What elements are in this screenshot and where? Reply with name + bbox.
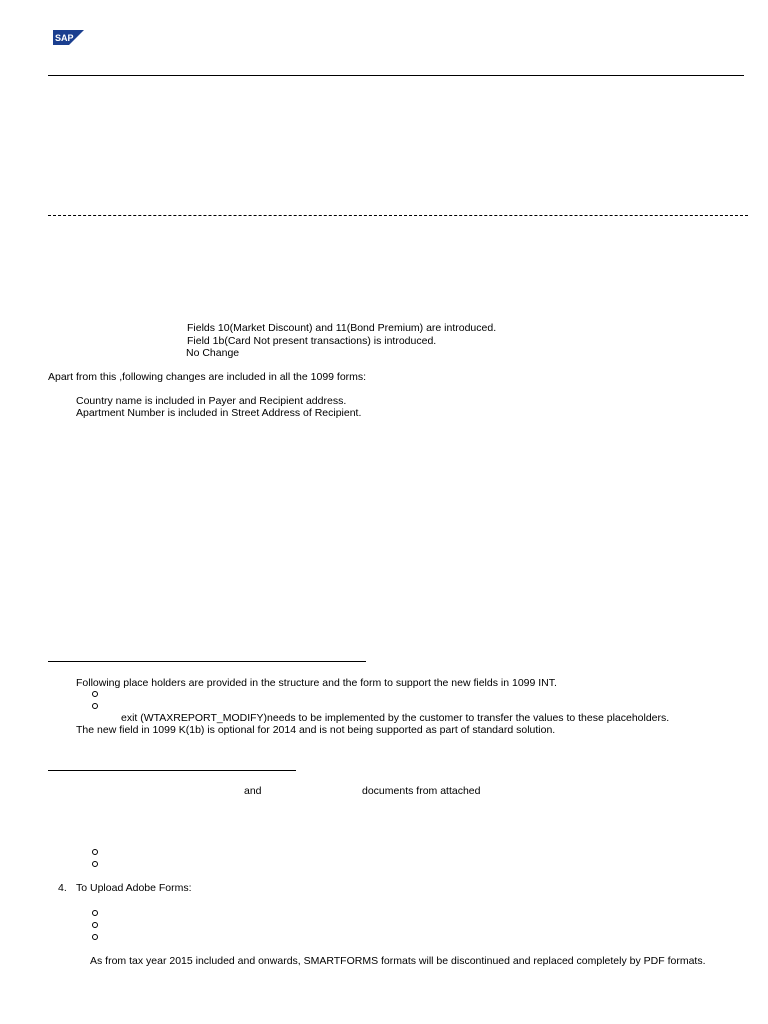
exit-note: exit (WTAXREPORT_MODIFY)needs to be implemented by the customer to transfer the values to these placeholders. [121, 712, 670, 724]
and-text: and [244, 785, 262, 797]
change-line-market-discount: Fields 10(Market Discount) and 11(Bond Premium) are introduced. [187, 322, 497, 334]
change-line-no-change: No Change [186, 347, 240, 359]
change-line-card-not-present: Field 1b(Card Not present transactions) is introduced. [187, 335, 437, 347]
placeholders-intro: Following place holders are provided in the structure and the form to support the new fields in 1099 INT. [76, 677, 557, 689]
step-number: 4. [58, 882, 67, 894]
section-rule-documents [48, 770, 296, 771]
hollow-bullet [92, 703, 98, 709]
header-rule [48, 75, 744, 76]
k-field-note: The new field in 1099 K(1b) is optional for 2014 and is not being supported as part of standard solution. [76, 724, 556, 736]
change-item-apartment: Apartment Number is included in Street Address of Recipient. [76, 407, 362, 419]
changes-intro: Apart from this ,following changes are included in all the 1099 forms: [48, 371, 367, 383]
hollow-bullet [92, 861, 98, 867]
section-rule-placeholders [48, 661, 366, 662]
hollow-bullet [92, 691, 98, 697]
pdf-format-note: As from tax year 2015 included and onwards, SMARTFORMS formats will be discontinued and replaced completely by PDF formats. [90, 955, 706, 967]
hollow-bullet [92, 849, 98, 855]
documents-text: documents from attached [362, 785, 481, 797]
hollow-bullet [92, 922, 98, 928]
svg-text:SAP: SAP [55, 33, 74, 43]
sap-logo [53, 30, 84, 45]
dashed-separator [48, 215, 748, 216]
change-item-country: Country name is included in Payer and Recipient address. [76, 395, 347, 407]
upload-heading: To Upload Adobe Forms: [76, 882, 192, 894]
hollow-bullet [92, 910, 98, 916]
hollow-bullet [92, 934, 98, 940]
